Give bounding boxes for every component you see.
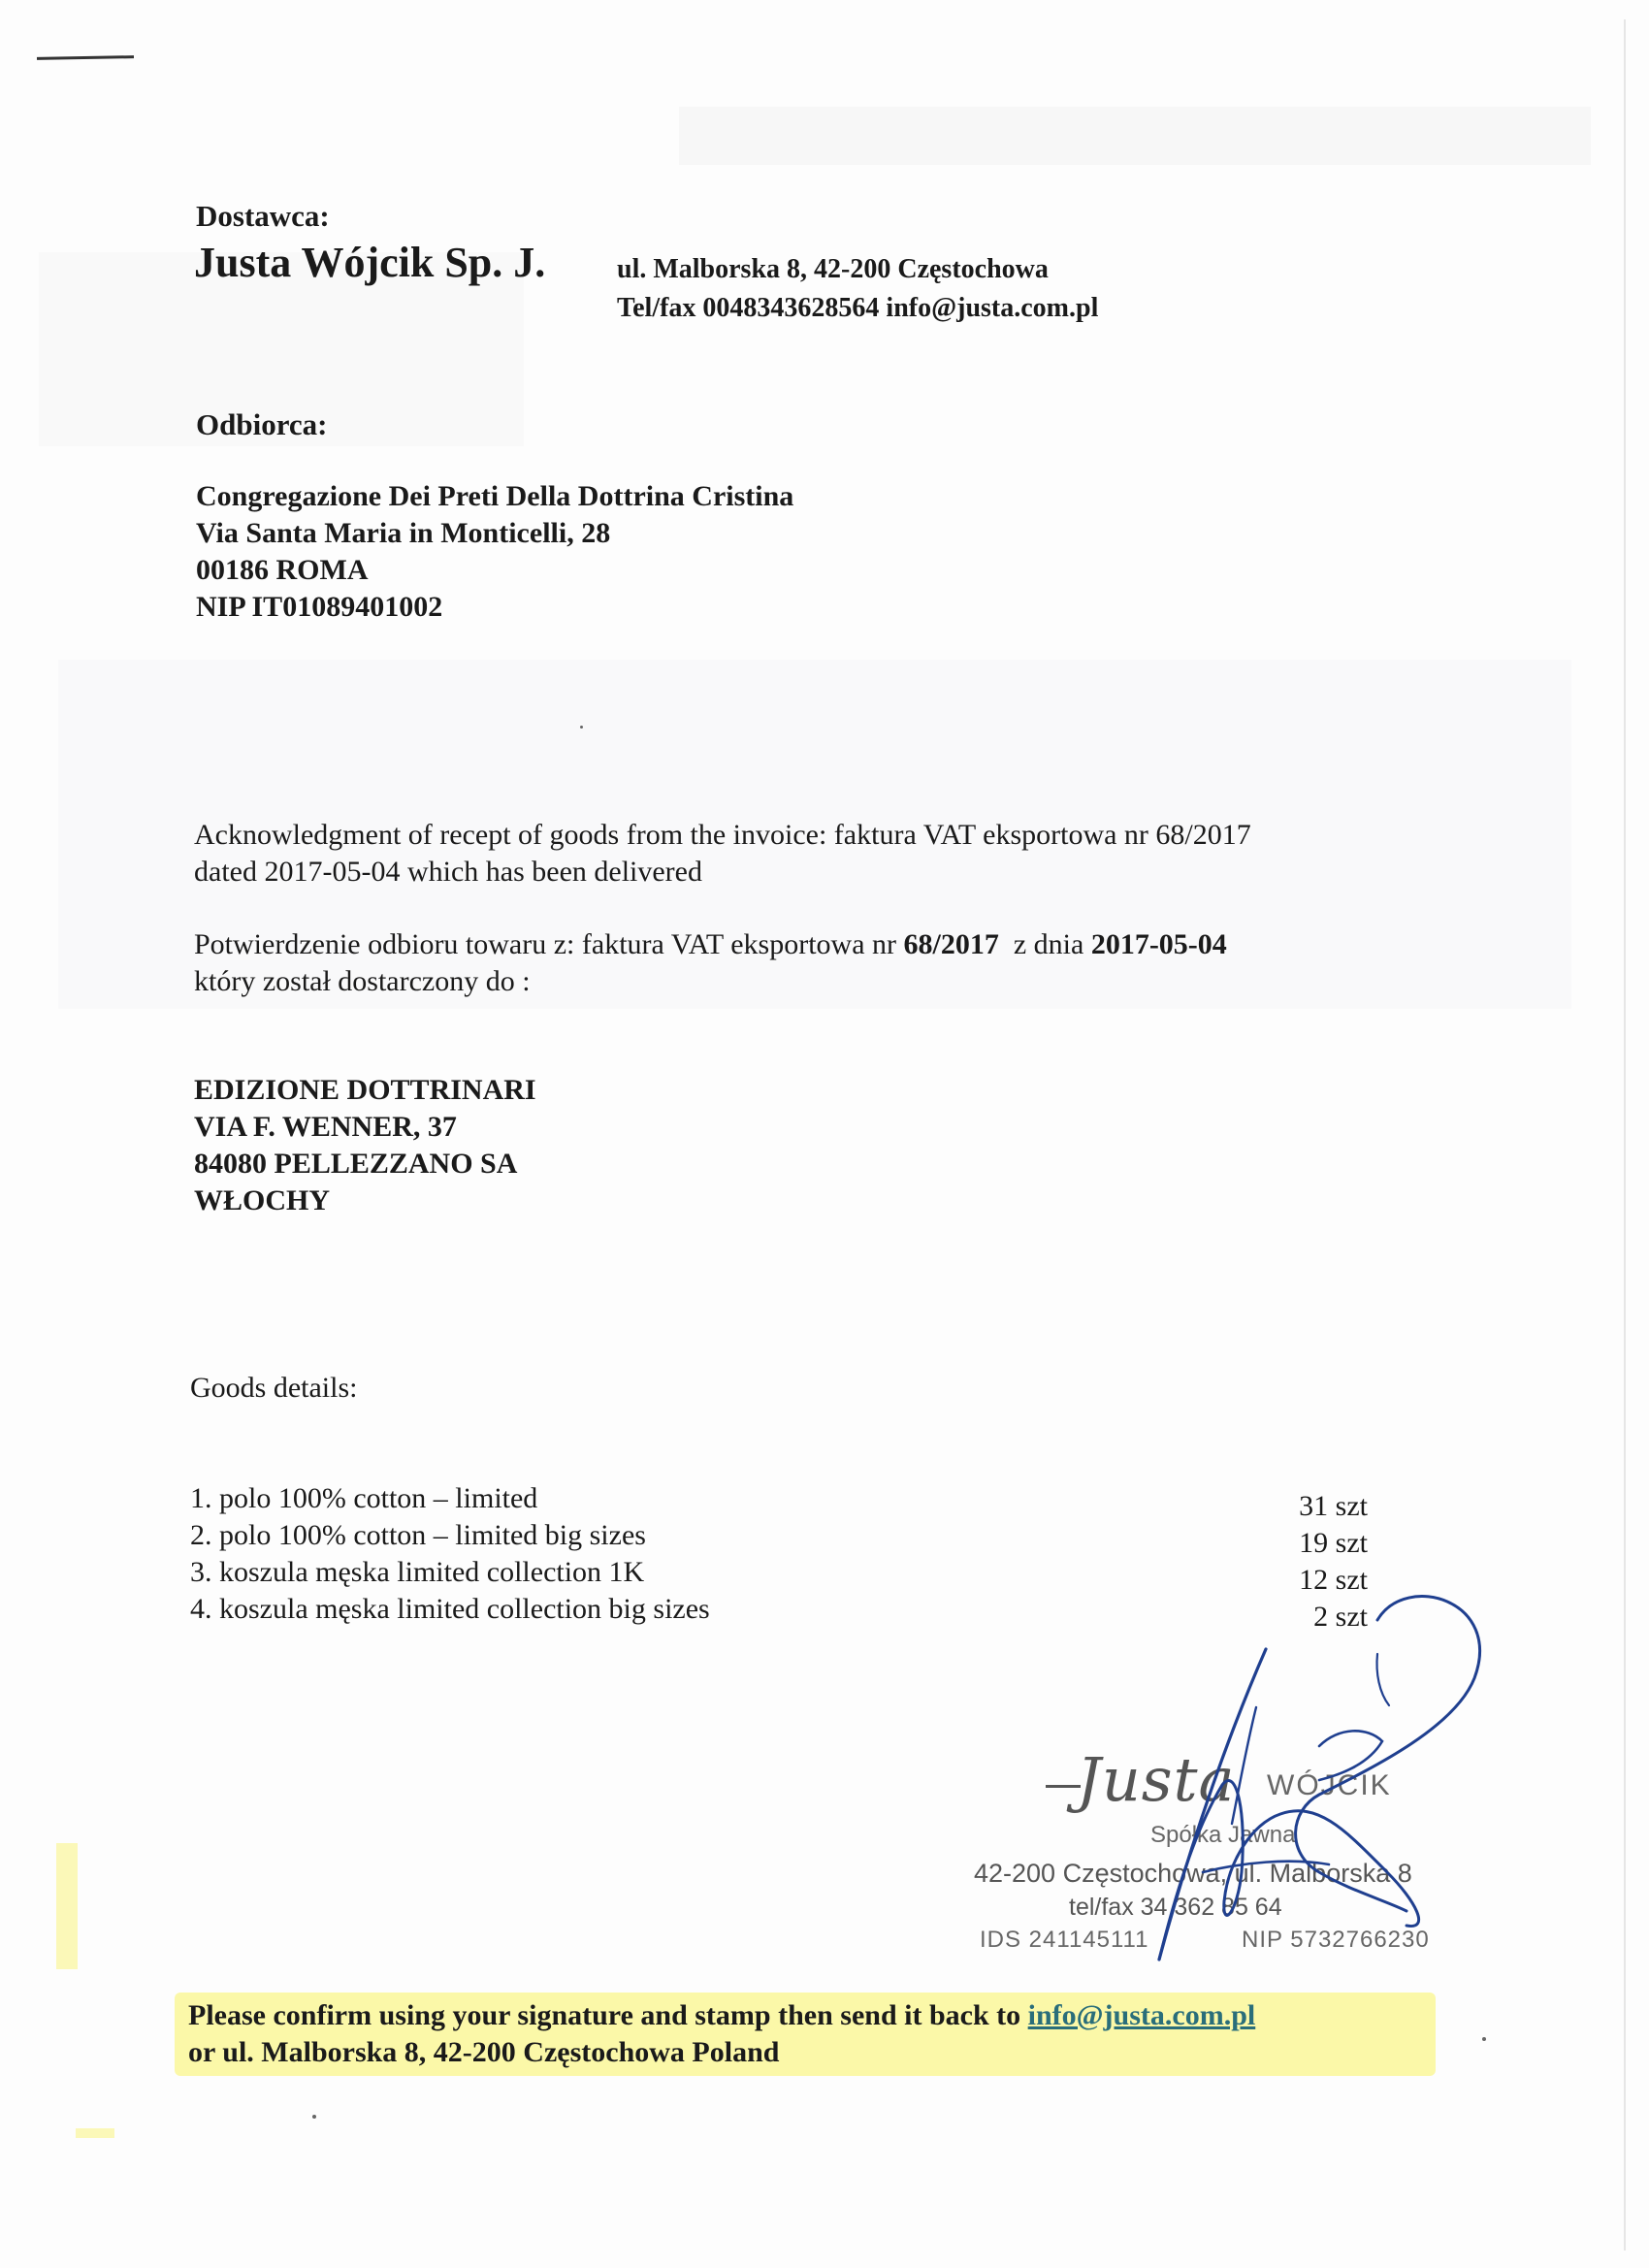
confirmation-pl-text — [194, 926, 1227, 1000]
footer-email-link[interactable]: info@justa.com.pl — [1027, 1999, 1256, 2031]
delivery-line: VIA F. WENNER, 37 — [194, 1111, 457, 1143]
recipient-line: NIP IT01089401002 — [196, 591, 443, 623]
goods-item-qty: 2 szt — [1313, 1601, 1368, 1633]
bleed-through-artifact — [679, 107, 1591, 165]
delivery-line: 84080 PELLEZZANO SA — [194, 1148, 518, 1180]
recipient-line: Via Santa Maria in Monticelli, 28 — [196, 517, 611, 549]
footer-confirm-text — [188, 1997, 1255, 2071]
footer-prefix: Please confirm using your signature and stamp then send it back to — [188, 1999, 1028, 2031]
recipient-block — [196, 478, 793, 626]
recipient-label: Odbiorca: — [196, 407, 328, 441]
scan-speck — [312, 2115, 316, 2119]
supplier-label: Dostawca: — [196, 199, 330, 233]
acknowledgment-text — [194, 817, 1251, 891]
highlighter-mark — [56, 1843, 78, 1969]
acknowledgment-line: dated 2017-05-04 which has been delivered — [194, 856, 702, 888]
stamp-company-type: Spółka Jawna — [1150, 1822, 1296, 1848]
confirmation-pl-middle: z dnia — [998, 928, 1091, 960]
goods-item: 1. polo 100% cotton – limited — [190, 1482, 538, 1514]
scan-edge-shadow — [1624, 19, 1626, 2251]
confirmation-pl-line — [194, 926, 1227, 963]
stamp-tel: tel/fax 34 362 85 64 — [1069, 1894, 1282, 1921]
highlighter-mark — [76, 2128, 114, 2138]
goods-item: 4. koszula męska limited collection big sizes — [190, 1593, 710, 1625]
stamp-name: WÓJCIK — [1267, 1769, 1392, 1801]
invoice-date: 2017-05-04 — [1090, 928, 1227, 960]
delivery-line: EDIZIONE DOTTRINARI — [194, 1074, 536, 1106]
stamp-logo: Justa — [1077, 1744, 1236, 1815]
acknowledgment-line: Acknowledgment of recept of goods from the invoice: faktura VAT eksportowa nr 68/2017 — [194, 819, 1251, 851]
recipient-line: Congregazione Dei Preti Della Dottrina Cristina — [196, 480, 794, 512]
goods-list — [190, 1480, 710, 1628]
invoice-number: 68/2017 — [903, 928, 999, 960]
stamp-nip: NIP 5732766230 — [1242, 1927, 1430, 1953]
delivery-address-block — [194, 1072, 536, 1219]
footer-line — [188, 1997, 1255, 2034]
goods-item-qty: 31 szt — [1299, 1490, 1368, 1522]
confirmation-pl-prefix: Potwierdzenie odbioru towaru z: faktura VAT eksportowa nr — [194, 928, 904, 960]
goods-item: 3. koszula męska limited collection 1K — [190, 1556, 645, 1588]
goods-item-qty: 19 szt — [1299, 1527, 1368, 1559]
scan-edge-mark — [37, 55, 134, 60]
footer-line: or ul. Malborska 8, 42-200 Częstochowa Poland — [188, 2036, 780, 2068]
recipient-line: 00186 ROMA — [196, 554, 369, 586]
goods-item-qty: 12 szt — [1299, 1564, 1368, 1596]
scan-speck — [580, 726, 583, 729]
supplier-name: Justa Wójcik Sp. J. — [194, 239, 546, 286]
scan-speck — [1482, 2037, 1486, 2041]
supplier-address: ul. Malborska 8, 42-200 Częstochowa — [617, 254, 1049, 284]
confirmation-pl-line: który został dostarczony do : — [194, 965, 531, 997]
supplier-contact: Tel/fax 0048343628564 info@justa.com.pl — [617, 293, 1099, 323]
goods-item: 2. polo 100% cotton – limited big sizes — [190, 1519, 646, 1551]
delivery-line: WŁOCHY — [194, 1184, 331, 1216]
handwritten-signature — [999, 1581, 1513, 1989]
stamp-ids: IDS 241145111 — [980, 1927, 1149, 1953]
goods-label: Goods details: — [190, 1372, 358, 1404]
stamp-address: 42-200 Częstochowa, ul. Malborska 8 — [974, 1859, 1412, 1888]
